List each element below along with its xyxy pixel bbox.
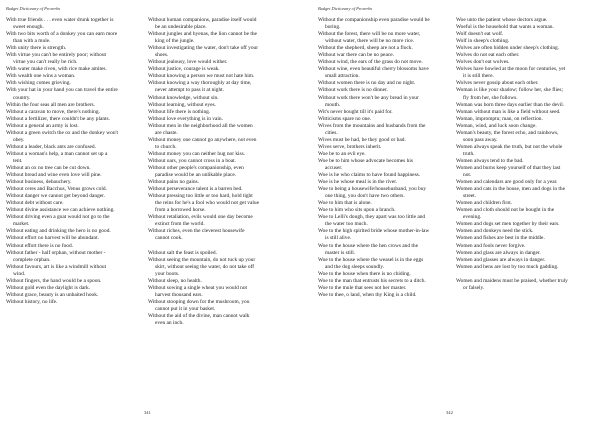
proverb-entry: Without the forest, there will be no more water, without water, there will be no more rice. (318, 31, 421, 45)
proverb-entry: Without a general an army is lost. (6, 122, 79, 129)
proverb-entry: Woe to the house where the weasel is in the eggs and the dog sleeps soundly. (318, 256, 424, 270)
proverb-entry: Women and maidens must be praised, whether truly or falsely. (456, 277, 568, 291)
proverb-entry: Without a caravan to move, there's nothing. (6, 108, 100, 115)
proverb-entry: With unity there is strength. (6, 45, 67, 52)
right-column-2 (456, 17, 568, 292)
proverb-entry: Women always tend to the bad. (456, 157, 524, 164)
proverb-entry: Wit's never bought till it's paid for. (318, 108, 393, 115)
proverb-entry: Woeful is the household that wants a woman. (456, 24, 554, 31)
proverb-entry: Without seeing the mountain, do not tuck up your skirt, without seeing the water, do not take off your boots. (148, 256, 256, 277)
proverb-entry: With two bits worth of a donkey you can earn more than with a mule. (6, 31, 118, 45)
proverb-entry: Without women there is no day and no night. (318, 80, 416, 87)
page-number: 341 (144, 410, 151, 415)
proverb-entry: Without retaliation, evils would one day become extinct from the world. (148, 214, 253, 228)
proverb-entry: Woe to Lelli's dough, they apart was too little and the water too much. (318, 214, 426, 228)
proverb-entry: With wealth one wins a woman. (6, 73, 76, 80)
proverb-entry: Woe is he who claims to have found happiness. (318, 172, 421, 179)
proverb-entry: Without sowing a single wheat you would not harvest thousand ears. (148, 284, 248, 298)
proverb-entry: Wolves don't eat wolves. (456, 59, 510, 66)
proverb-entry: Woe to him who sits upon a branch. (318, 207, 396, 214)
proverb-entry: Without sleep, no health. (148, 277, 202, 284)
proverb-entry: Woman, wind, and luck soon change. (456, 122, 537, 129)
proverb-entry: Without the companionship even paradise would be boring. (318, 17, 430, 31)
page-number: 342 (446, 410, 453, 415)
proverb-entry: Without jealousy, love would wither. (148, 59, 228, 66)
proverb-entry: Without justice, courage is weak. (148, 66, 220, 73)
proverb-entry: Women and hens are lost by too much gadding. (456, 263, 559, 270)
proverb-entry: Wolves have howled at the moon for centuries, yet it is still there. (456, 66, 566, 80)
proverb-entry: Women and children first. (456, 200, 513, 207)
left-column-1 (6, 17, 118, 306)
proverb-entry: Without danger we cannot get beyond danger. (6, 193, 106, 200)
proverb-entry: Without grace, beauty is an unbaited hook. (6, 291, 99, 298)
proverb-entry: Women and fools never forgive. (456, 242, 526, 249)
proverb-entry: Woe unto the patient whose doctors argue. (456, 17, 548, 23)
proverb-entry: Women and donkeys need the stick. (456, 228, 534, 235)
proverb-entry: Wives serve, brothers inherit. (318, 143, 382, 150)
proverb-entry: Woman without man is like a field without seed. (456, 108, 561, 115)
proverb-entry: Wives from the mountains and husbands from the cities. (318, 122, 426, 136)
proverb-entry: Women and dogs set men together by their ears. (456, 221, 560, 228)
proverb-entry: Without salt the feast is spoiled. (148, 249, 217, 256)
proverb-entry: With water make riven, with rice make amites. (6, 66, 107, 73)
proverb-entry: Wolves never gossip about each other. (456, 80, 539, 87)
proverb-entry: Within the four seas all men are brothers. (6, 101, 95, 108)
proverb-entry: Without jungles and hyenas, the lion cannot be the king of the jungle. (148, 31, 257, 45)
proverb-entry: Wolves are often hidden under sheep's clothing. (456, 45, 560, 52)
running-head: Budget Dictionary of Proverbs (6, 6, 61, 11)
proverb-entry: Without work there is no dinner. (318, 87, 388, 94)
proverb-entry: Without father - half orphan, without mother - complete orphan. (6, 249, 106, 263)
proverb-entry: Without a woman's help, a man cannot set up a tent. (6, 150, 108, 164)
right-column-1 (318, 17, 430, 299)
proverb-entry: Without fingers, the hand would be a spoon. (6, 277, 102, 284)
proverb-entry: Without the shepherd, sheep are not a flock. (318, 45, 413, 52)
proverb-entry: Woman is like your shadow; follow her, she flies; fly from her, she follows. (456, 87, 563, 101)
proverb-entry: Without war there can be no peace. (318, 52, 394, 59)
proverb-entry: Without learning, without eyes. (148, 101, 216, 108)
proverb-entry: With virtue you can't be entirely poor; without virtue you can't really be rich. (6, 52, 107, 66)
proverb-entry: Witticisms spare no one. (318, 115, 372, 122)
proverb-entry: Woe to thee, o land, when thy King is a child. (318, 291, 417, 298)
proverb-entry: Without divine assistance we can achieve nothing. (6, 207, 115, 214)
proverb-entry: Without stooping down for the mushroom, you cannot put it in your basket. (148, 298, 250, 312)
proverb-entry: Woe is he whose meal is in the river. (318, 179, 398, 186)
proverb-entry: Woe to the high spirited bride whose mother-in-law is still alive. (318, 228, 430, 242)
proverb-entry: Without history, no life. (6, 298, 58, 305)
proverb-entry: Without other people's companionship, even paradise would be an unlikable place. (148, 164, 244, 179)
proverb-entry: Without wind, the ears of the grass do not move. (318, 59, 423, 66)
proverb-entry: Without love everything is in vain. (148, 115, 223, 122)
proverb-entry: Without bread and wine even love will pine. (6, 172, 102, 179)
proverb-entry: Without a fertilizer, there couldn't be any plants. (6, 115, 110, 122)
proverb-entry: Without investigating the water, don't take off your shoes. (148, 45, 259, 59)
proverb-entry: Without debt without care. (6, 200, 64, 207)
proverb-entry: Without human companions, paradise itself would be an undesirable place. (148, 17, 257, 31)
proverb-entry: Without business, debauchery. (6, 179, 72, 186)
proverb-entry: Woe be to him whose advocate becomes his accuser. (318, 157, 413, 171)
proverb-entry: Women and fishes are best in the middle. (456, 235, 545, 242)
proverb-entry: Without wine, even beautiful cherry blossoms have small attraction. (318, 66, 429, 80)
proverb-entry: Women and cloth should not be bought in the evening. (456, 207, 555, 221)
proverb-entry: Wolf in sheep's clothing. (456, 38, 510, 45)
proverb-entry: Without effort no harvest will be abundant. (6, 235, 99, 242)
proverb-entry: Without a green switch the ox and the donkey won't obey. (6, 129, 118, 143)
proverb-entry: Woman, impromptu; man, on reflection. (456, 115, 543, 122)
running-head: Budget Dictionary of Proverbs (318, 6, 373, 11)
proverb-entry: Without driving even a goat would not go to the market. (6, 214, 110, 228)
proverb-entry: Wives must be had, be they good or bad. (318, 136, 406, 143)
left-column-2 (148, 17, 260, 327)
proverb-entry: Without knowing a way thoroughly at day time, never attempt to pass it at night. (148, 80, 252, 94)
proverb-entry: Without pains no gains. (148, 179, 199, 186)
proverb-entry: Woe to the house when there is no chiding. (318, 270, 411, 277)
proverb-entry: Woe be to an evil eye. (318, 150, 366, 157)
proverb-entry: With your hat in your hand you can travel the entire country. (6, 87, 118, 101)
proverb-entry: Without life there is nothing. (148, 108, 211, 115)
proverb-entry: Without work there won't be any bread in your mouth. (318, 94, 419, 108)
proverb-entry: Without the aid of the divine, man cannot walk even an inch. (148, 312, 250, 327)
proverb-entry: Wolf doesn't eat wolf. (456, 31, 504, 38)
proverb-entry: Woman's beauty, the forest echo, and rainbows, soon pass away. (456, 129, 559, 143)
proverb-entry: With true friends . . . even water drunk together is sweet enough. (6, 17, 114, 31)
proverb-entry: Woe to the mule that sees not her master. (318, 284, 407, 291)
proverb-entry: Wolves do not eat each other. (456, 52, 520, 59)
proverb-entry: Without a leader, black ants are confused. (6, 143, 96, 150)
proverb-entry: Without favours, art is like a windmill without wind. (6, 263, 107, 277)
proverb-entry: Without eating and drinking the hero is no good. (6, 228, 111, 235)
proverb-entry: Women and glass are always in danger. (456, 249, 541, 256)
proverb-entry: Without money you can neither hug nor kiss. (148, 150, 246, 157)
proverb-entry: Woe to him that is alone. (318, 200, 372, 207)
proverb-entry: Without effort there is no food. (6, 242, 74, 249)
proverb-entry: Without knowledge, without sin. (148, 94, 219, 101)
proverb-entry: Without perseverance talent is a barren bed. (148, 186, 243, 193)
proverb-entry: Without oars, you cannot cross in a boat. (148, 157, 236, 164)
proverb-entry: Without money one cannot go anywhere, not even to church. (148, 136, 257, 150)
proverb-entry: Women always speak the truth, but not the whole truth. (456, 143, 563, 157)
proverb-entry: Without riches, even the cleverest housewife cannot cook. (148, 228, 245, 242)
proverb-entry: Women and cats in the house, men and dogs in the street. (456, 186, 566, 200)
proverb-entry: Woe to the house where the hen crows and the master is still. (318, 242, 419, 256)
proverb-entry: Woman was born three days earlier than the devil. (456, 101, 565, 108)
proverb-entry: Without an ox no tree can be cut down. (6, 164, 91, 171)
proverb-entry: Woe to the man that entrusts his secrets to a ditch. (318, 277, 426, 284)
proverb-entry: Without knowing a person we must not hate him. (148, 73, 255, 80)
proverb-entry: Without gold even the daylight is dark. (6, 284, 91, 291)
right-page (300, 0, 600, 424)
proverb-entry: Without ceres and Bacchus, Venus grows cold. (6, 186, 107, 193)
proverb-entry: Women and glasses are always in danger. (456, 256, 546, 263)
proverb-entry: Without pressing too little or too hard, hold tight the reins for he's a fool who would not get value from a borrowed horse. (148, 193, 259, 214)
proverb-entry: Women and burns keep yourself of that they last not. (456, 164, 561, 179)
proverb-entry: Without men in the neighborhood all the women are chaste. (148, 122, 253, 136)
proverb-entry: With wishing comes grieving. (6, 80, 71, 87)
proverb-entry: Women and calendars are good only for a year. (456, 179, 558, 186)
proverb-entry: Woe to being a housewife/househusband, you buy one thing, you don't have two others. (318, 186, 427, 200)
